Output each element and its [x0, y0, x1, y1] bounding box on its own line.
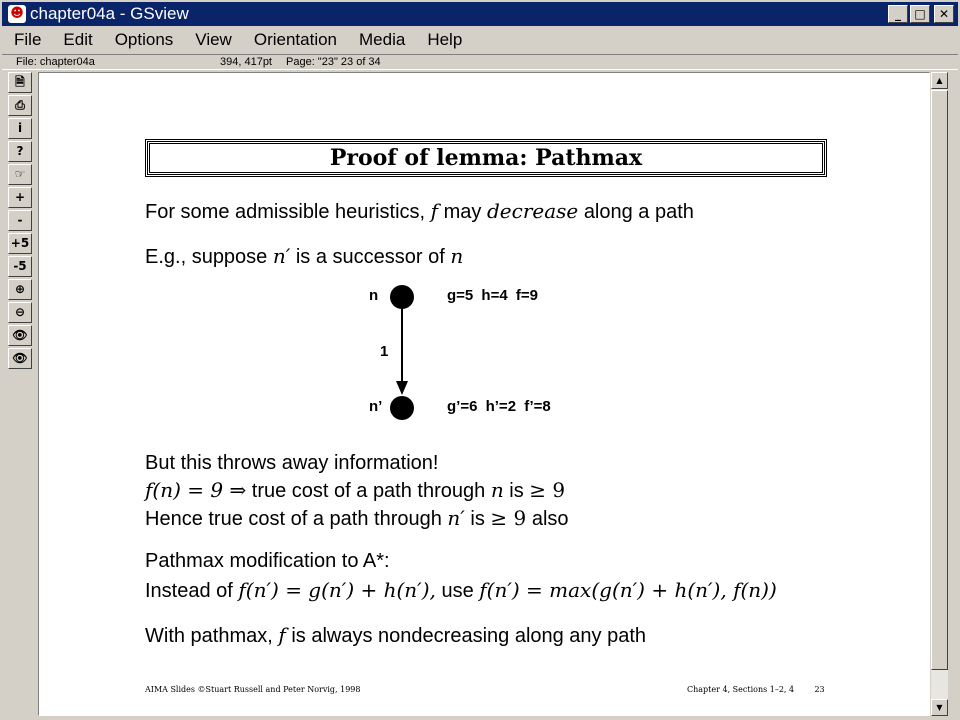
- edge-cost: 1: [380, 343, 389, 360]
- line5-text-a: Hence true cost of a path through: [145, 508, 442, 530]
- menu-help[interactable]: Help: [427, 30, 463, 49]
- line4-math-d: ≥ 9: [529, 478, 566, 502]
- line1-emphasis: decrease: [486, 199, 579, 223]
- status-file: File: chapter04a: [16, 56, 95, 68]
- edge-arrow: [393, 305, 411, 397]
- line1-text-a: For some admissible heuristics,: [145, 201, 426, 223]
- line1-math-f: f: [430, 199, 439, 223]
- scroll-up-arrow-icon[interactable]: ▲: [931, 72, 948, 89]
- slide-line-5: [145, 506, 569, 531]
- slide-line-7: [145, 578, 777, 603]
- line1-text-c: along a path: [583, 201, 694, 223]
- window-controls: [888, 5, 954, 23]
- line2-text-a: E.g., suppose: [145, 246, 268, 268]
- menu-edit[interactable]: Edit: [63, 30, 93, 49]
- footer-right: Chapter 4, Sections 1–2, 4 23: [687, 685, 825, 694]
- node-bottom-label: n’: [369, 398, 383, 415]
- scroll-thumb[interactable]: [931, 90, 948, 670]
- document-viewport[interactable]: [38, 72, 930, 716]
- menu-bar: [2, 27, 958, 53]
- slide-line-1: [145, 199, 694, 224]
- skip-back-button[interactable]: -5: [8, 256, 32, 277]
- menu-file[interactable]: File: [14, 30, 42, 49]
- next-page-button[interactable]: +: [8, 187, 32, 208]
- find-next-icon[interactable]: 👁: [8, 348, 32, 369]
- zoom-out-icon[interactable]: ⊖: [8, 302, 32, 323]
- node-top-values: g=5 h=4 f=9: [447, 287, 538, 304]
- footer-left: AIMA Slides ©Stuart Russell and Peter Norvig, 1998: [145, 685, 361, 694]
- line8-text-b: is always nondecreasing along any path: [291, 625, 647, 647]
- slide-line-3: But this throws away information!: [145, 452, 439, 474]
- maximize-button[interactable]: □: [910, 5, 930, 23]
- vertical-scrollbar[interactable]: [931, 72, 948, 716]
- line4-math-n: n: [490, 478, 504, 502]
- goto-page-icon[interactable]: ☞: [8, 164, 32, 185]
- line2-math-n: n: [450, 244, 464, 268]
- ghostscript-app-icon[interactable]: ☻: [8, 5, 26, 23]
- menu-media[interactable]: Media: [359, 30, 406, 49]
- line8-math-f: f: [278, 623, 286, 647]
- zoom-in-icon[interactable]: ⊕: [8, 279, 32, 300]
- status-line: [2, 54, 958, 70]
- line7-text-a: Instead of: [145, 580, 233, 602]
- slide-line-8: [145, 623, 646, 648]
- line4-text-c: is: [509, 480, 524, 502]
- minimize-button[interactable]: _: [888, 5, 908, 23]
- slide-title-box: [147, 141, 825, 175]
- slide-line-2: [145, 244, 463, 269]
- node-n-prime: [390, 396, 414, 420]
- previous-page-button[interactable]: -: [8, 210, 32, 231]
- menu-options[interactable]: Options: [114, 30, 174, 49]
- scroll-down-arrow-icon[interactable]: ▼: [931, 699, 948, 716]
- line5-math-n-prime: n′: [447, 506, 465, 530]
- line7-math-1: f(n′) = g(n′) + h(n′),: [238, 578, 436, 602]
- open-icon[interactable]: 🗎: [8, 72, 32, 93]
- status-coordinates: 394, 417pt: [220, 56, 272, 68]
- window-title: chapter04a - GSview: [30, 4, 189, 23]
- line2-text-b: is a successor of: [295, 246, 445, 268]
- line4-math-a: f(n) = 9 ⇒: [145, 478, 247, 502]
- line4-text-b: true cost of a path through: [251, 480, 486, 502]
- skip-forward-button[interactable]: +5: [8, 233, 32, 254]
- line7-math-2: f(n′) = max(g(n′) + h(n′), f(n)): [479, 578, 777, 602]
- menu-orientation[interactable]: Orientation: [253, 30, 338, 49]
- line5-text-b: is: [470, 508, 485, 530]
- line8-text-a: With pathmax,: [145, 625, 273, 647]
- info-icon[interactable]: i: [8, 118, 32, 139]
- find-text-icon[interactable]: 👁: [8, 325, 32, 346]
- slide-line-4: [145, 478, 565, 503]
- line1-text-b: may: [443, 201, 482, 223]
- help-icon[interactable]: ?: [8, 141, 32, 162]
- menu-view[interactable]: View: [195, 30, 232, 49]
- print-icon[interactable]: ⎙: [8, 95, 32, 116]
- slide-title: Proof of lemma: Pathmax: [329, 145, 643, 171]
- title-bar[interactable]: [2, 2, 958, 26]
- slide-line-6: Pathmax modification to A*:: [145, 550, 390, 572]
- line5-text-d: also: [531, 508, 569, 530]
- line2-math-n-prime: n′: [272, 244, 291, 268]
- toolbar: [8, 72, 36, 371]
- node-top-label: n: [369, 287, 379, 304]
- line7-text-b: use: [441, 580, 474, 602]
- status-page: Page: "23" 23 of 34: [286, 56, 381, 68]
- line5-math-c: ≥ 9: [490, 506, 527, 530]
- close-button[interactable]: ✕: [934, 5, 954, 23]
- node-bottom-values: g’=6 h’=2 f’=8: [447, 398, 551, 415]
